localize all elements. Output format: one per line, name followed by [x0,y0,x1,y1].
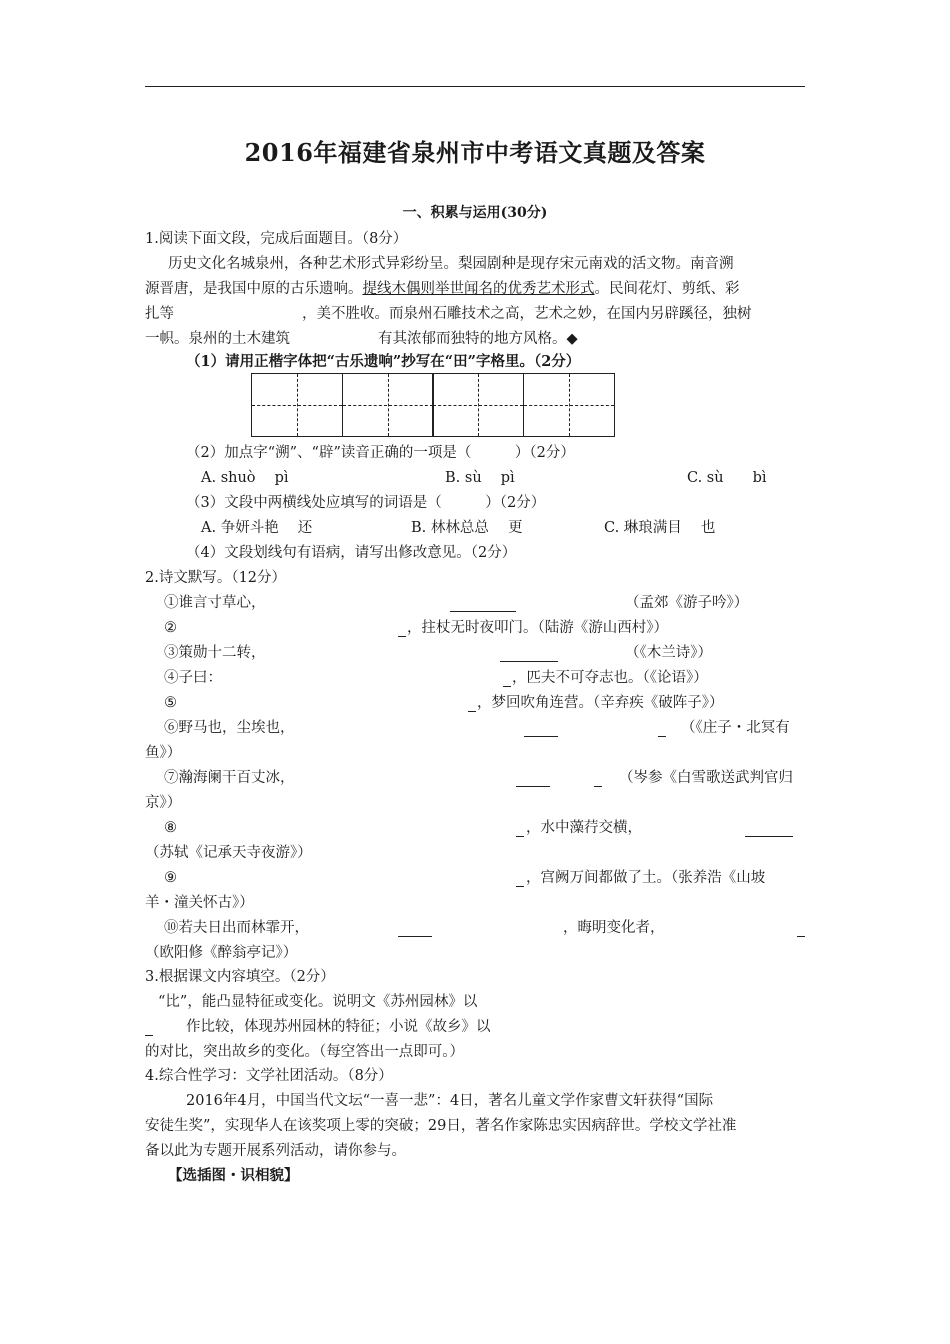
q2-line-7-source-cont: 京》） [145,795,182,811]
q1-sub3-option-c: C. 琳琅满目 也 [604,520,716,536]
q2-line-7-text: ⑦瀚海阑干百丈冰， [164,770,295,786]
answer-blank[interactable] [516,822,524,837]
q2-line-5-source: ，梦回吹角连营。（辛弃疾《破阵子》） [477,695,724,711]
q2-line-8-source: （苏轼《记承天寺夜游》） [145,845,312,861]
q2-line-4-source: ，匹夫不可夺志也。（《论语》） [512,670,708,686]
q1-sub2-option-a: A. shuò pì [201,470,289,486]
answer-blank[interactable] [594,772,602,787]
q3-line: 的对比，突出故乡的变化。（每空答出一点即可。） [145,1044,464,1060]
q1-sub2-option-c: C. sù bì [687,470,767,486]
q2-line-2-text: ② [164,620,177,636]
answer-blank[interactable] [745,822,793,837]
q2-line-3-source: （《木兰诗》） [625,645,712,661]
q2-line-6-source: （《庄子・北冥有 [681,720,790,736]
tianzige-cell[interactable] [432,373,524,437]
q2-line-7-source: （岑参《白雪歌送武判官归 [619,770,793,786]
q4-paragraph-line: 2016年4月，中国当代文坛“一喜一悲”：4日，著名儿童文学作家曹文轩获得“国际 [186,1093,714,1109]
tianzige-cell[interactable] [342,373,434,437]
q4-subsection-heading: 【选插图・识相貌】 [168,1167,299,1184]
q1-heading: 1.阅读下面文段，完成后面题目。（8分） [145,231,408,247]
q2-line-8-mid: ，水中藻荇交横， [526,820,642,836]
q2-line-9-source: ，宫阙万间都做了土。（张养浩《山坡 [526,870,766,886]
q1-underlined-sentence: 提线木偶则举世闻名的优秀艺术形式 [362,281,595,297]
q1-sub3: （3）文段中两横线处应填写的词语是（ ）（2分） [186,495,546,511]
q1-passage-line: 一帜。泉州的土木建筑 有其浓郁而独特的地方风格。◆ [145,331,578,347]
q2-line-4-text: ④子曰： [164,670,222,686]
answer-blank[interactable] [503,672,511,687]
tianzige-cell[interactable] [251,373,343,437]
answer-blank[interactable] [516,872,524,887]
q4-heading: 4.综合性学习：文学社团活动。（8分） [145,1068,393,1084]
q2-line-8-text: ⑧ [164,820,177,836]
q2-line-5-text: ⑤ [164,695,177,711]
q2-heading: 2.诗文默写。（12分） [145,570,287,586]
q2-line-6-source-cont: 鱼》） [145,745,182,761]
q2-line-10-text: ⑩若夫日出而林霏开， [164,920,309,936]
section-heading: 一、积累与运用(30分) [402,205,548,221]
q2-line-1-text: ①谁言寸草心， [164,595,266,611]
header-rule [145,86,805,87]
answer-blank[interactable] [145,1021,153,1036]
tianzige-grid[interactable] [251,373,615,437]
q1-sub2: （2）加点字“溯”、“辟”读音正确的一项是（ ）（2分） [186,445,575,461]
q1-sub3-option-a: A. 争妍斗艳 还 [201,520,313,536]
q4-paragraph-line: 备以此为专题开展系列活动，请你参与。 [145,1143,406,1159]
tianzige-cell[interactable] [523,373,615,437]
q1-sub3-option-b: B. 林林总总 更 [411,520,523,536]
q2-line-10-mid: ，晦明变化者， [563,920,665,936]
q1-passage-line: 源晋唐，是我国中原的古乐遗响。提线木偶则举世闻名的优秀艺术形式。民间花灯、剪纸、彩 [145,281,740,297]
q1-sub1: （1）请用正楷字体把“古乐遗响”抄写在“田”字格里。（2分） [186,353,581,370]
answer-blank[interactable] [658,722,666,737]
q4-paragraph-line: 安徒生奖”，实现华人在该奖项上零的突破；29日，著名作家陈忠实因病辞世。学校文学社准 [145,1118,737,1134]
q1-sub4: （4）文段划线句有语病，请写出修改意见。（2分） [186,545,517,561]
q1-passage-line: 扎等 ，美不胜收。而泉州石雕技术之高，艺术之妙，在国内另辟蹊径，独树 [145,306,752,322]
answer-blank[interactable] [500,647,558,662]
answer-blank[interactable] [524,722,558,737]
q3-line: “比”，能凸显特征或变化。说明文《苏州园林》以 [158,994,478,1010]
page-title: 2016年福建省泉州市中考语文真题及答案 [244,138,706,167]
answer-blank[interactable] [450,597,516,612]
q2-line-3-text: ③策勋十二转， [164,645,266,661]
answer-blank[interactable] [398,622,406,637]
q3-line: 作比较，体现苏州园林的特征；小说《故乡》以 [186,1019,491,1035]
q1-passage-line: 历史文化名城泉州，各种艺术形式异彩纷呈。梨园剧种是现存宋元南戏的活文物。南音溯 [168,256,734,272]
q2-line-9-text: ⑨ [164,870,177,886]
q2-line-10-source: （欧阳修《醉翁亭记》） [145,945,298,961]
q2-line-9-source-cont: 羊・潼关怀古》） [145,895,254,911]
answer-blank[interactable] [398,922,432,937]
q3-heading: 3.根据课文内容填空。（2分） [145,969,335,985]
answer-blank[interactable] [468,697,476,712]
q2-line-1-source: （孟郊《游子吟》） [625,595,749,611]
answer-blank[interactable] [797,922,805,937]
q2-line-6-text: ⑥野马也，尘埃也， [164,720,295,736]
q1-sub2-option-b: B. sù pì [445,470,515,486]
answer-blank[interactable] [516,772,550,787]
q2-line-2-source: ，拄杖无时夜叩门。（陆游《游山西村》） [407,620,668,636]
